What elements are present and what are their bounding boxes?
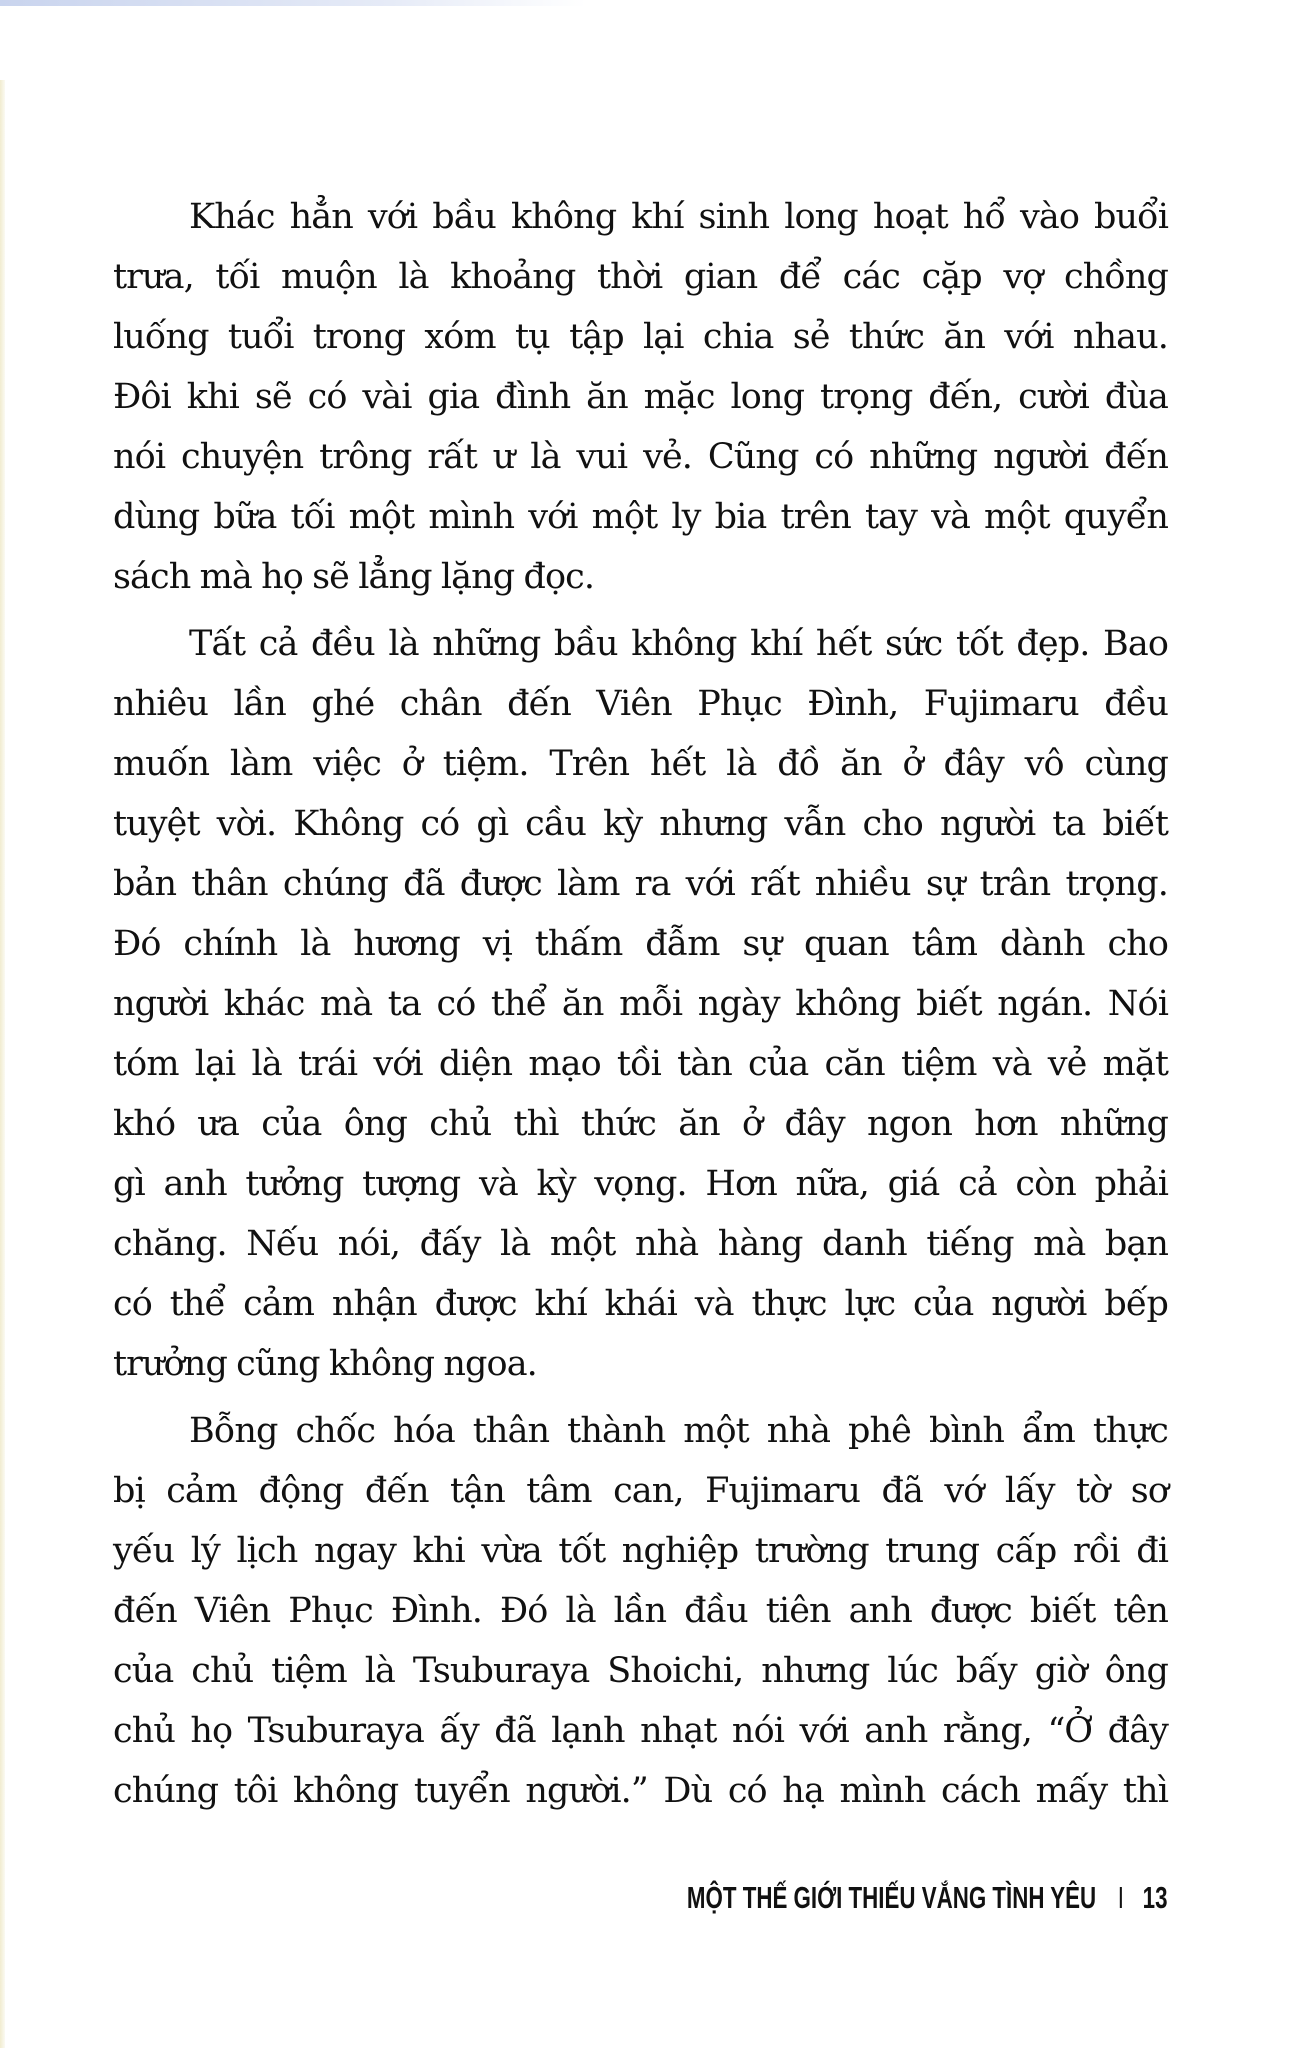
text-line: Đôi khi sẽ có vài gia đình ăn mặc long trọng đến, cười đùa [113,377,1168,417]
text-line: khó ưa của ông chủ thì thức ăn ở đây ngon hơn những [113,1104,1168,1144]
text-line: muốn làm việc ở tiệm. Trên hết là đồ ăn ở đây vô cùng [113,744,1168,784]
text-line: dùng bữa tối một mình với một ly bia trên tay và một quyển [113,497,1168,537]
scan-top-edge [0,0,1303,6]
text-line: Tất cả đều là những bầu không khí hết sức tốt đẹp. Bao [189,624,1168,664]
paragraph-2 [113,614,1168,1394]
text-line: trưa, tối muộn là khoảng thời gian để các cặp vợ chồng [113,257,1168,297]
text-line: trưởng cũng không ngoa. [113,1344,537,1384]
page-number: 13 [1143,1880,1168,1915]
text-line: của chủ tiệm là Tsuburaya Shoichi, nhưng lúc bấy giờ ông [113,1651,1168,1691]
text-line: Bỗng chốc hóa thân thành một nhà phê bình ẩm thực [189,1411,1168,1451]
paragraph-1 [113,187,1168,607]
text-line: chúng tôi không tuyển người.” Dù có hạ mình cách mấy thì [113,1771,1168,1811]
text-line: bị cảm động đến tận tâm can, Fujimaru đã vớ lấy tờ sơ [113,1471,1168,1511]
scan-left-edge [0,80,5,2048]
text-line: luống tuổi trong xóm tụ tập lại chia sẻ thức ăn với nhau. [113,317,1168,357]
page-body [113,187,1168,1821]
text-line: người khác mà ta có thể ăn mỗi ngày không biết ngán. Nói [113,984,1168,1024]
text-line: tóm lại là trái với diện mạo tồi tàn của căn tiệm và vẻ mặt [113,1044,1168,1084]
text-line: sách mà họ sẽ lẳng lặng đọc. [113,557,595,597]
text-line: nhiêu lần ghé chân đến Viên Phục Đình, Fujimaru đều [113,684,1168,724]
running-footer [687,1880,1168,1916]
text-line: yếu lý lịch ngay khi vừa tốt nghiệp trường trung cấp rồi đi [113,1531,1168,1571]
text-line: Khác hẳn với bầu không khí sinh long hoạt hổ vào buổi [189,197,1168,237]
text-line: có thể cảm nhận được khí khái và thực lực của người bếp [113,1284,1168,1324]
book-title: MỘT THẾ GIỚI THIẾU VẮNG TÌNH YÊU [687,1880,1097,1915]
text-line: chăng. Nếu nói, đấy là một nhà hàng danh tiếng mà bạn [113,1224,1168,1264]
footer-separator: I [1118,1880,1125,1915]
text-line: nói chuyện trông rất ư là vui vẻ. Cũng có những người đến [113,437,1168,477]
text-line: Đó chính là hương vị thấm đẫm sự quan tâm dành cho [113,924,1168,964]
text-line: bản thân chúng đã được làm ra với rất nhiều sự trân trọng. [113,864,1168,904]
text-line: chủ họ Tsuburaya ấy đã lạnh nhạt nói với anh rằng, “Ở đây [113,1711,1168,1751]
text-line: gì anh tưởng tượng và kỳ vọng. Hơn nữa, giá cả còn phải [113,1164,1168,1204]
text-line: tuyệt vời. Không có gì cầu kỳ nhưng vẫn cho người ta biết [113,804,1168,844]
text-line: đến Viên Phục Đình. Đó là lần đầu tiên anh được biết tên [113,1591,1168,1631]
paragraph-3 [113,1401,1168,1821]
